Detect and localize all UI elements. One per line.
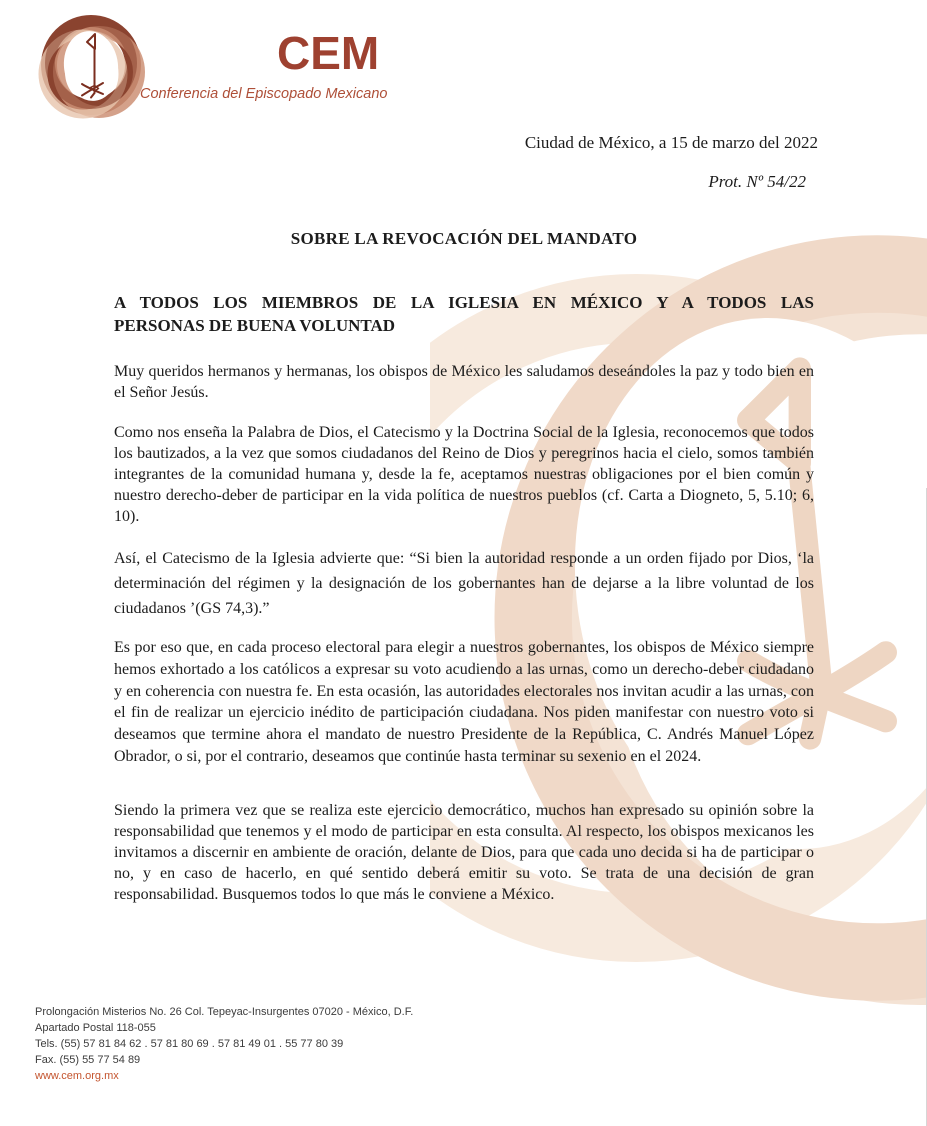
salutation-line-2: PERSONAS DE BUENA VOLUNTAD bbox=[114, 316, 395, 335]
website-link[interactable]: www.cem.org.mx bbox=[35, 1070, 119, 1082]
footer bbox=[35, 1004, 413, 1084]
protocol-number: Prot. Nº 54/22 bbox=[708, 172, 806, 191]
paragraph-electoral-process: Es por eso que, en cada proceso electoral para elegir a nuestros gobernantes, los obispos de México siempre hemos exhortado a los católicos a expresar su voto acudiendo a las urnas, como un derecho-deber ciudadano y en coherencia con nuestra fe. En esta ocasión, las autoridades electorales nos invitan acudir a las urnas, con el fin de realizar un ejercicio inédito de participación ciudadana. Nos piden manifestar con nuestro voto si deseamos que termine ahora el mandato de nuestro Presidente de la República, C. Andrés Manuel López Obrador, o si, por el contrario, deseamos que continúe hasta terminar su sexenio en el 2024. bbox=[114, 639, 814, 765]
dateline: Ciudad de México, a 15 de marzo del 2022 bbox=[524, 133, 818, 152]
footer-fax: Fax. (55) 55 77 54 89 bbox=[35, 1054, 141, 1066]
paragraph-doctrine: Como nos enseña la Palabra de Dios, el Catecismo y la Doctrina Social de la Iglesia, reconocemos que todos los bautizados, a la vez que somos ciudadanos del Reino de Dios y peregrinos hacia el cielo, somos también integrantes de la comunidad humana y, desde la fe, aceptamos nuestras obligaciones por el bien común y nuestro derecho-deber de participar en la vida política de nuestros pueblos (cf. Carta a Diogneto, 5, 5.10; 6, 10). bbox=[114, 424, 814, 525]
brand-name: CEM bbox=[277, 27, 380, 79]
footer-address-line-2: Apartado Postal 118-055 bbox=[35, 1022, 156, 1034]
document-title: SOBRE LA REVOCACIÓN DEL MANDATO bbox=[290, 229, 638, 248]
cem-logo-icon bbox=[28, 13, 162, 125]
salutation-line-1: A TODOS LOS MIEMBROS DE LA IGLESIA EN MÉXICO Y A TODOS LAS bbox=[114, 293, 814, 312]
paragraph-greeting: Muy queridos hermanos y hermanas, los obispos de México les saludamos deseándoles la paz y todo bien en el Señor Jesús. bbox=[114, 363, 814, 401]
footer-phones: Tels. (55) 57 81 84 62 . 57 81 80 69 . 57 81 49 01 . 55 77 80 39 bbox=[35, 1038, 344, 1050]
paragraph-discernment: Siendo la primera vez que se realiza este ejercicio democrático, muchos han expresado su opinión sobre la responsabilidad que tenemos y el modo de participar en esta consulta. Al respecto, los obispos mexicanos les invitamos a discernir en ambiente de oración, delante de Dios, para que cada uno decida si ha de participar o no, y en caso de hacerlo, en qué sentido deberá emitir su voto. Se trata de una decisión de gran responsabilidad. Busquemos todos lo que más le conviene a México. bbox=[114, 802, 814, 903]
paragraph-catechism-quote: Así, el Catecismo de la Iglesia advierte que: “Si bien la autoridad responde a un orden fijado por Dios, ‘la determinación del régimen y la designación de los gobernantes han de dejarse a la libre voluntad de los ciudadanos ’(GS 74,3).” bbox=[114, 550, 814, 617]
salutation-heading bbox=[114, 291, 814, 337]
footer-address-line-1: Prolongación Misterios No. 26 Col. Tepeyac-Insurgentes 07020 - México, D.F. bbox=[35, 1006, 414, 1018]
brand-subtitle: Conferencia del Episcopado Mexicano bbox=[140, 86, 388, 102]
